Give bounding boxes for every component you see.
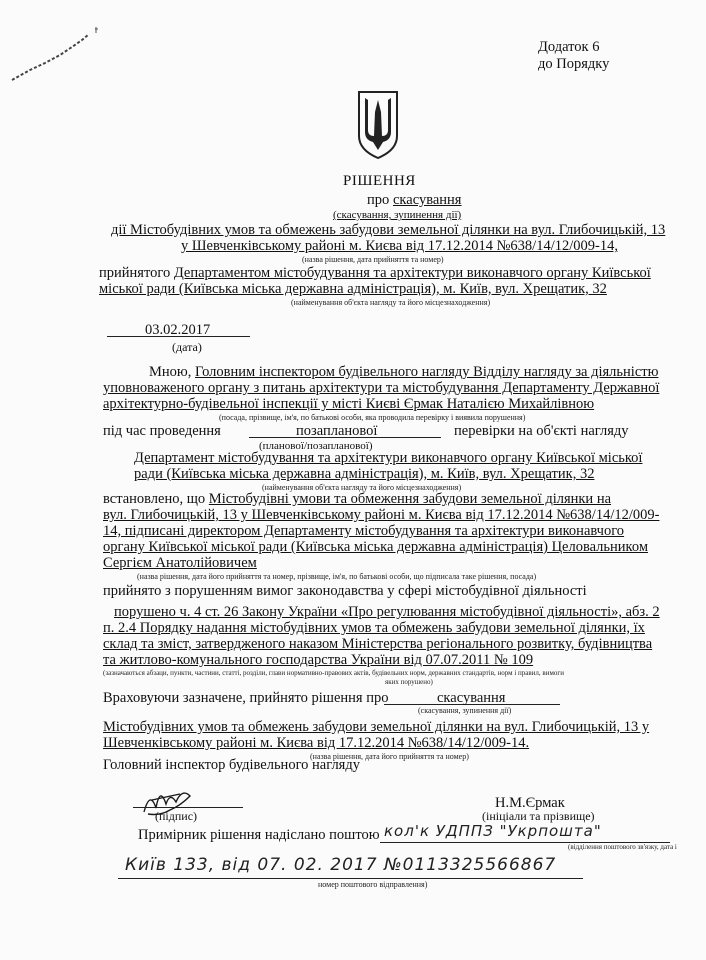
inspector-line-3: архітектурно-будівельної інспекції у місті Києві Єрмак Наталією Михайлівною [103, 396, 595, 412]
scan-artifact-mark [10, 25, 105, 85]
signer-position: Головний інспектор будівельного нагляду [103, 757, 360, 773]
signature-note: (підпис) [155, 809, 198, 823]
subject-line-1: дії Містобудівних умов та обмежень забудови земельної ділянки на вул. Глибочицькій, 13 [111, 222, 666, 238]
date-note: (дата) [172, 340, 202, 354]
inspection-note: (планової/позапланової) [259, 440, 373, 452]
decision-prefix: Враховуючи зазначене, прийнято рішення про [103, 690, 389, 706]
violation-line-1: порушено ч. 4 ст. 26 Закону України «Про регулювання містобудівної діяльності», абз. 2 [114, 604, 660, 620]
finding-line-3: 14, підписані директором Департаменту містобудування та архітектури виконавчого [103, 523, 625, 539]
mailing-note-2: номер поштового відправлення) [318, 880, 428, 889]
violation-note-1: (зазначаються абзаци, пункти, частини, статті, розділи, глави нормативно-правових актів, будівельних норм, державних стандартів, норм і правил, вимоги [103, 669, 565, 677]
adopted-note: (найменування об'єкта нагляду та його місцезнаходження) [291, 298, 491, 307]
finding-line-2: вул. Глибочицькій, 13 у Шевченківському районі м. Києва від 17.12.2014 №638/14/12/009- [103, 507, 660, 523]
mailing-handwritten-tracking: Київ 133, від 07. 02. 2017 №0113325566867 [125, 855, 557, 875]
finding-line-4: органу Київської міської ради (Київська міська державна адміністрація) Целовальником [103, 539, 649, 555]
finding-line-5: Сергієм Анатолійовичем [103, 555, 257, 571]
document-title: РІШЕННЯ [343, 173, 416, 189]
mailing-note-1: (відділення поштового зв'язку, дата і [568, 843, 677, 851]
subject-note: (назва рішення, дата прийняття та номер) [302, 255, 444, 264]
subject-line-2: у Шевченківському районі м. Києва від 17.12.2014 №638/14/12/009-14, [181, 238, 618, 254]
decision-value: скасування [437, 690, 506, 706]
object-line-2: ради (Київська міська державна адміністрація), м. Київ, вул. Хрещатик, 32 [134, 466, 595, 482]
finding-line-1: встановлено, що Містобудівні умови та обмеження забудови земельної ділянки на [103, 491, 612, 507]
appendix-number: Додаток 6 [538, 39, 600, 55]
violation-line-4: та житлово-комунального господарства України від 07.07.2011 № 109 [103, 652, 534, 668]
decision-note: (скасування, зупинення дії) [418, 706, 512, 715]
about-prefix: про [367, 192, 390, 208]
violation-line-2: п. 2.4 Порядку надання містобудівних умов та обмежень забудови земельної ділянки, їх [103, 620, 645, 636]
signer-name-note: (ініціали та прізвище) [482, 809, 595, 823]
adopted-line-1: прийнятого Департаментом містобудування та архітектури виконавчого органу Київської [99, 265, 651, 281]
decision-line-2: Шевченківському районі м. Києва від 17.12.2014 №638/14/12/009-14. [103, 735, 530, 751]
adopted-line-2: міської ради (Київська міська державна адміністрація), м. Київ, вул. Хрещатик, 32 [99, 281, 607, 297]
violation-note-2: яких порушено) [385, 678, 433, 686]
object-line-1: Департамент містобудування та архітектури виконавчого органу Київської міської [134, 450, 643, 466]
inspector-note: (посада, прізвище, ім'я, по батькові особи, яка проводила перевірку і виявила порушення) [219, 413, 526, 422]
violation-intro: прийнято з порушенням вимог законодавства у сфері містобудівної діяльності [103, 583, 587, 599]
document-date: 03.02.2017 [145, 322, 211, 338]
decision-note-2: (назва рішення, дата його прийняття та номер) [310, 752, 469, 761]
about-note: (скасування, зупинення дії) [333, 209, 462, 221]
coat-of-arms-icon [355, 88, 401, 160]
decision-line-1: Містобудівних умов та обмежень забудови земельної ділянки на вул. Глибочицькій, 13 у [103, 719, 650, 735]
mailing-prefix: Примірник рішення надіслано поштою [138, 827, 380, 843]
object-note: (найменування об'єкта нагляду та його місцезнаходження) [262, 483, 462, 492]
inspector-line-1: Мною, Головним інспектором будівельного нагляду Відділу нагляду за діяльністю [149, 364, 659, 380]
violation-line-3: склад та зміст, затвердженого наказом Міністерства регіонального розвитку, будівництва [103, 636, 653, 652]
inspection-type: позапланової [296, 423, 378, 439]
finding-note: (назва рішення, дата його прийняття та номер, прізвище, ім'я, по батькові особи, що підписала таке рішення, посада) [137, 572, 537, 581]
signer-name: Н.М.Єрмак [495, 795, 565, 811]
mailing-handwritten-office: кол'к УДППЗ "Укрпошта" [384, 822, 602, 840]
inspector-line-2: уповноваженого органу з питань архітектури та містобудування Департаменту Державної [103, 380, 660, 396]
inspection-suffix: перевірки на об'єкті нагляду [454, 423, 629, 439]
appendix-reference: до Порядку [538, 56, 610, 72]
about-value: скасування [393, 192, 462, 208]
inspection-prefix: під час проведення [103, 423, 221, 439]
